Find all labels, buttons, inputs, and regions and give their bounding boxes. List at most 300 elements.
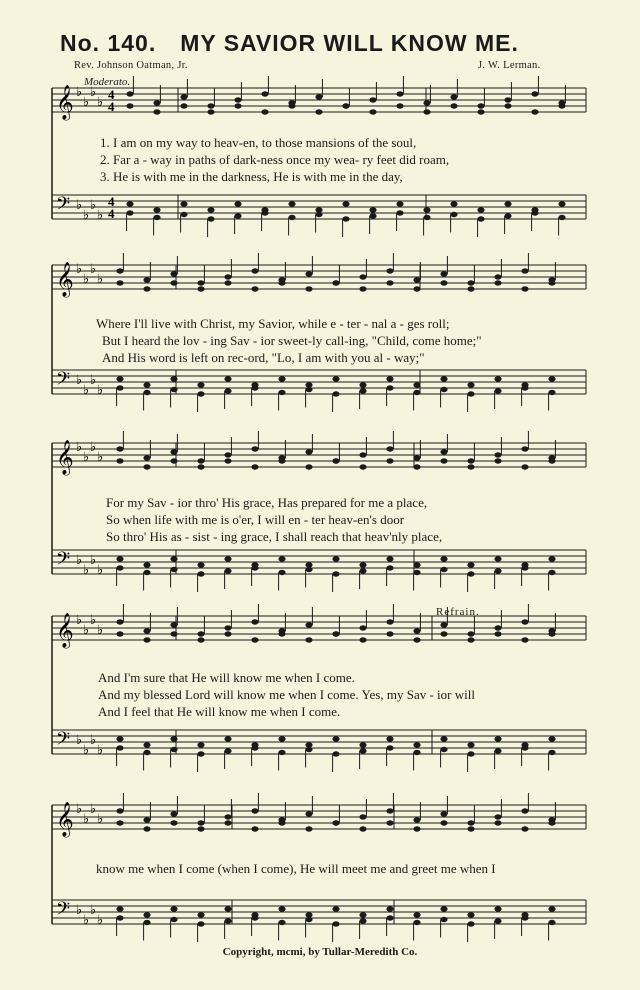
note-head: [332, 751, 339, 756]
note-head: [504, 213, 511, 218]
note-head: [261, 210, 268, 215]
note-head: [234, 97, 241, 102]
flat-icon: ♭: [83, 207, 90, 222]
note-head: [116, 458, 123, 463]
note-head: [116, 619, 123, 624]
note-head: [386, 446, 393, 451]
flat-icon: ♭: [97, 912, 104, 927]
note-head: [197, 820, 204, 825]
note-head: [180, 94, 187, 99]
note-head: [386, 915, 393, 920]
note-head: [531, 109, 538, 114]
note-head: [494, 820, 501, 825]
note-head: [224, 918, 231, 923]
note-head: [332, 391, 339, 396]
lyric-verse-1-line-1: 1. I am on my way to heav-en, to those mansions of the soul,: [100, 135, 417, 150]
note-head: [440, 567, 447, 572]
note-head: [251, 464, 258, 469]
treble-clef-icon: 𝄞: [56, 262, 74, 297]
note-head: [494, 736, 501, 741]
note-head: [332, 820, 339, 825]
note-head: [170, 631, 177, 636]
note-head: [116, 565, 123, 570]
note-head: [224, 388, 231, 393]
note-head: [170, 820, 177, 825]
note-head: [224, 820, 231, 825]
note-head: [332, 280, 339, 285]
note-head: [251, 745, 258, 750]
flat-icon: ♭: [90, 261, 97, 276]
note-head: [440, 458, 447, 463]
lyric-verse-3-line-1: 3. He is with me in the darkness, He is with me in the day,: [100, 169, 403, 184]
note-head: [369, 213, 376, 218]
note-head: [278, 458, 285, 463]
note-head: [153, 207, 160, 212]
note-head: [467, 751, 474, 756]
flat-icon: ♭: [83, 622, 90, 637]
note-head: [440, 747, 447, 752]
note-head: [521, 637, 528, 642]
note-head: [467, 631, 474, 636]
flat-icon: ♭: [83, 912, 90, 927]
bass-clef-icon: 𝄢: [56, 369, 71, 394]
note-head: [494, 556, 501, 561]
note-head: [558, 201, 565, 206]
note-head: [521, 286, 528, 291]
note-head: [197, 458, 204, 463]
note-head: [143, 826, 150, 831]
note-head: [386, 556, 393, 561]
note-head: [143, 817, 150, 822]
lyricist-credit: Rev. Johnson Oatman, Jr.: [74, 60, 188, 71]
note-head: [386, 385, 393, 390]
note-head: [305, 286, 312, 291]
lyric-verse-2-line-2: But I heard the lov - ing Sav - ior sweet-ly call-ing, "Child, come home;": [102, 333, 482, 348]
note-head: [477, 103, 484, 108]
note-head: [197, 631, 204, 636]
treble-clef-icon: 𝄞: [56, 802, 74, 837]
note-head: [305, 747, 312, 752]
note-head: [332, 631, 339, 636]
flat-icon: ♭: [97, 622, 104, 637]
note-head: [278, 820, 285, 825]
flat-icon: ♭: [83, 811, 90, 826]
note-head: [548, 280, 555, 285]
note-head: [558, 215, 565, 220]
note-head: [413, 742, 420, 747]
note-head: [359, 562, 366, 567]
note-head: [116, 385, 123, 390]
note-head: [224, 556, 231, 561]
note-head: [342, 201, 349, 206]
note-head: [359, 274, 366, 279]
note-head: [224, 280, 231, 285]
flat-icon: ♭: [83, 562, 90, 577]
note-head: [170, 376, 177, 381]
flat-icon: ♭: [90, 612, 97, 627]
lyric-verse-2-line-1: 2. Far a - way in paths of dark-ness once my wea- ry feet did roam,: [100, 152, 450, 167]
note-head: [143, 464, 150, 469]
note-head: [386, 820, 393, 825]
composer-credit: J. W. Lerman.: [478, 60, 541, 71]
note-head: [413, 562, 420, 567]
note-head: [332, 736, 339, 741]
flat-icon: ♭: [90, 84, 97, 99]
note-head: [126, 91, 133, 96]
flat-icon: ♭: [76, 439, 83, 454]
note-head: [197, 562, 204, 567]
note-head: [278, 570, 285, 575]
note-head: [494, 452, 501, 457]
note-head: [315, 109, 322, 114]
note-head: [467, 820, 474, 825]
note-head: [440, 556, 447, 561]
note-head: [207, 103, 214, 108]
note-head: [305, 622, 312, 627]
note-head: [413, 750, 420, 755]
note-head: [153, 109, 160, 114]
note-head: [170, 449, 177, 454]
flat-icon: ♭: [83, 94, 90, 109]
note-head: [467, 571, 474, 576]
lyric-verse-1-line-3: For my Sav - ior thro' His grace, Has prepared for me a place,: [106, 495, 428, 510]
note-head: [288, 215, 295, 220]
note-head: [116, 280, 123, 285]
note-head: [504, 97, 511, 102]
note-head: [413, 628, 420, 633]
flat-icon: ♭: [76, 552, 83, 567]
note-head: [224, 568, 231, 573]
note-head: [467, 382, 474, 387]
note-head: [170, 387, 177, 392]
note-head: [450, 103, 457, 108]
lyric-refrain-line-2: And my blessed Lord will know me when I come. Yes, my Sav - ior will: [98, 687, 475, 702]
note-head: [440, 820, 447, 825]
flat-icon: ♭: [83, 449, 90, 464]
note-head: [440, 736, 447, 741]
note-head: [369, 109, 376, 114]
note-head: [224, 631, 231, 636]
note-head: [477, 216, 484, 221]
note-head: [386, 745, 393, 750]
note-head: [197, 571, 204, 576]
note-head: [278, 280, 285, 285]
note-head: [359, 918, 366, 923]
note-head: [396, 210, 403, 215]
flat-icon: ♭: [83, 271, 90, 286]
note-head: [143, 912, 150, 917]
note-head: [116, 556, 123, 561]
note-head: [413, 920, 420, 925]
note-head: [170, 556, 177, 561]
note-head: [521, 745, 528, 750]
flat-icon: ♭: [97, 207, 104, 222]
note-head: [197, 751, 204, 756]
note-head: [342, 103, 349, 108]
note-head: [440, 449, 447, 454]
note-head: [558, 103, 565, 108]
note-head: [386, 268, 393, 273]
note-head: [440, 906, 447, 911]
note-head: [143, 455, 150, 460]
time-signature: 4: [108, 99, 115, 114]
note-head: [126, 201, 133, 206]
note-head: [305, 464, 312, 469]
note-head: [224, 625, 231, 630]
flat-icon: ♭: [83, 742, 90, 757]
note-head: [224, 458, 231, 463]
flat-icon: ♭: [97, 382, 104, 397]
note-head: [504, 201, 511, 206]
note-head: [440, 280, 447, 285]
note-head: [413, 817, 420, 822]
note-head: [548, 631, 555, 636]
note-head: [548, 736, 555, 741]
note-head: [315, 94, 322, 99]
flat-icon: ♭: [76, 801, 83, 816]
note-head: [278, 556, 285, 561]
note-head: [251, 268, 258, 273]
note-head: [359, 452, 366, 457]
note-head: [197, 826, 204, 831]
note-head: [143, 390, 150, 395]
note-head: [278, 920, 285, 925]
note-head: [143, 920, 150, 925]
hymn-name: MY SAVIOR WILL KNOW ME.: [180, 30, 519, 56]
note-head: [440, 387, 447, 392]
note-head: [413, 912, 420, 917]
note-head: [126, 210, 133, 215]
note-head: [278, 390, 285, 395]
time-signature: 4: [108, 194, 115, 209]
note-head: [467, 458, 474, 463]
note-head: [494, 906, 501, 911]
note-head: [359, 286, 366, 291]
note-head: [396, 103, 403, 108]
note-head: [359, 382, 366, 387]
note-head: [305, 811, 312, 816]
note-head: [369, 207, 376, 212]
note-head: [521, 915, 528, 920]
note-head: [494, 918, 501, 923]
note-head: [170, 458, 177, 463]
note-head: [467, 742, 474, 747]
note-head: [332, 458, 339, 463]
flat-icon: ♭: [76, 902, 83, 917]
note-head: [423, 109, 430, 114]
note-head: [143, 750, 150, 755]
note-head: [197, 280, 204, 285]
note-head: [521, 268, 528, 273]
note-head: [197, 391, 204, 396]
note-head: [467, 280, 474, 285]
note-head: [440, 917, 447, 922]
note-head: [413, 826, 420, 831]
note-head: [197, 382, 204, 387]
note-head: [413, 455, 420, 460]
note-head: [548, 906, 555, 911]
note-head: [116, 820, 123, 825]
note-head: [197, 464, 204, 469]
treble-clef-icon: 𝄞: [56, 613, 74, 648]
note-head: [116, 915, 123, 920]
note-head: [521, 826, 528, 831]
note-head: [548, 556, 555, 561]
note-head: [332, 921, 339, 926]
note-head: [467, 391, 474, 396]
flat-icon: ♭: [97, 449, 104, 464]
note-head: [467, 912, 474, 917]
flat-icon: ♭: [76, 84, 83, 99]
note-head: [143, 277, 150, 282]
flat-icon: ♭: [97, 271, 104, 286]
note-head: [413, 382, 420, 387]
note-head: [143, 286, 150, 291]
note-head: [197, 742, 204, 747]
note-head: [359, 912, 366, 917]
note-head: [386, 376, 393, 381]
note-head: [494, 274, 501, 279]
note-head: [359, 748, 366, 753]
note-head: [170, 622, 177, 627]
note-head: [251, 637, 258, 642]
note-head: [521, 619, 528, 624]
note-head: [224, 452, 231, 457]
note-head: [197, 286, 204, 291]
note-head: [153, 215, 160, 220]
note-head: [170, 811, 177, 816]
note-head: [386, 280, 393, 285]
copyright-notice: Copyright, mcmi, by Tullar-Meredith Co.: [222, 946, 418, 958]
note-head: [251, 446, 258, 451]
note-head: [170, 906, 177, 911]
note-head: [359, 625, 366, 630]
note-head: [197, 912, 204, 917]
note-head: [423, 207, 430, 212]
bass-clef-icon: 𝄢: [56, 729, 71, 754]
note-head: [180, 212, 187, 217]
note-head: [494, 388, 501, 393]
note-head: [440, 376, 447, 381]
lyric-verse-3-line-3: So thro' His as - sist - ing grace, I shall reach that heav'nly place,: [106, 529, 443, 544]
note-head: [413, 464, 420, 469]
note-head: [494, 568, 501, 573]
note-head: [234, 201, 241, 206]
note-head: [170, 747, 177, 752]
flat-icon: ♭: [97, 94, 104, 109]
note-head: [143, 637, 150, 642]
note-head: [278, 376, 285, 381]
note-head: [116, 268, 123, 273]
note-head: [116, 446, 123, 451]
flat-icon: ♭: [97, 742, 104, 757]
treble-clef-icon: 𝄞: [56, 440, 74, 475]
note-head: [494, 280, 501, 285]
note-head: [288, 103, 295, 108]
note-head: [116, 906, 123, 911]
time-signature: 4: [108, 206, 115, 221]
note-head: [386, 808, 393, 813]
note-head: [440, 631, 447, 636]
note-head: [251, 565, 258, 570]
lyric-verse-2-line-3: So when life with me is o'er, I will en - ter heav-en's door: [106, 512, 405, 527]
note-head: [359, 814, 366, 819]
note-head: [396, 201, 403, 206]
flat-icon: ♭: [83, 382, 90, 397]
note-head: [224, 906, 231, 911]
note-head: [467, 286, 474, 291]
note-head: [332, 571, 339, 576]
note-head: [494, 458, 501, 463]
note-head: [197, 921, 204, 926]
note-head: [170, 917, 177, 922]
note-head: [332, 556, 339, 561]
flat-icon: ♭: [97, 811, 104, 826]
lyric-verse-1-line-2: Where I'll live with Christ, my Savior, while e - ter - nal a - ges roll;: [96, 316, 450, 331]
flat-icon: ♭: [76, 261, 83, 276]
note-head: [494, 625, 501, 630]
note-head: [342, 216, 349, 221]
note-head: [359, 388, 366, 393]
note-head: [251, 385, 258, 390]
note-head: [386, 565, 393, 570]
note-head: [450, 94, 457, 99]
lyric-refrain-line-4: know me when I come (when I come), He will meet me and greet me when I: [96, 861, 496, 876]
lyric-refrain-line-3: And I feel that He will know me when I come.: [98, 704, 341, 719]
flat-icon: ♭: [76, 732, 83, 747]
note-head: [369, 97, 376, 102]
note-head: [143, 742, 150, 747]
note-head: [494, 631, 501, 636]
note-head: [332, 906, 339, 911]
note-head: [116, 736, 123, 741]
note-head: [251, 808, 258, 813]
flat-icon: ♭: [90, 801, 97, 816]
flat-icon: ♭: [76, 197, 83, 212]
note-head: [494, 814, 501, 819]
note-head: [153, 100, 160, 105]
treble-clef-icon: 𝄞: [56, 85, 74, 120]
flat-icon: ♭: [90, 902, 97, 917]
note-head: [180, 201, 187, 206]
note-head: [251, 286, 258, 291]
note-head: [315, 212, 322, 217]
note-head: [170, 271, 177, 276]
note-head: [477, 207, 484, 212]
note-head: [467, 921, 474, 926]
note-head: [224, 376, 231, 381]
note-head: [278, 736, 285, 741]
note-head: [440, 622, 447, 627]
note-head: [413, 390, 420, 395]
note-head: [386, 906, 393, 911]
note-head: [467, 826, 474, 831]
bass-clef-icon: 𝄢: [56, 899, 71, 924]
note-head: [386, 736, 393, 741]
note-head: [126, 103, 133, 108]
flat-icon: ♭: [90, 197, 97, 212]
note-head: [359, 464, 366, 469]
note-head: [143, 628, 150, 633]
note-head: [305, 387, 312, 392]
note-head: [548, 920, 555, 925]
note-head: [413, 286, 420, 291]
note-head: [423, 215, 430, 220]
note-head: [521, 446, 528, 451]
bass-clef-icon: 𝄢: [56, 194, 71, 219]
note-head: [467, 637, 474, 642]
note-head: [197, 637, 204, 642]
